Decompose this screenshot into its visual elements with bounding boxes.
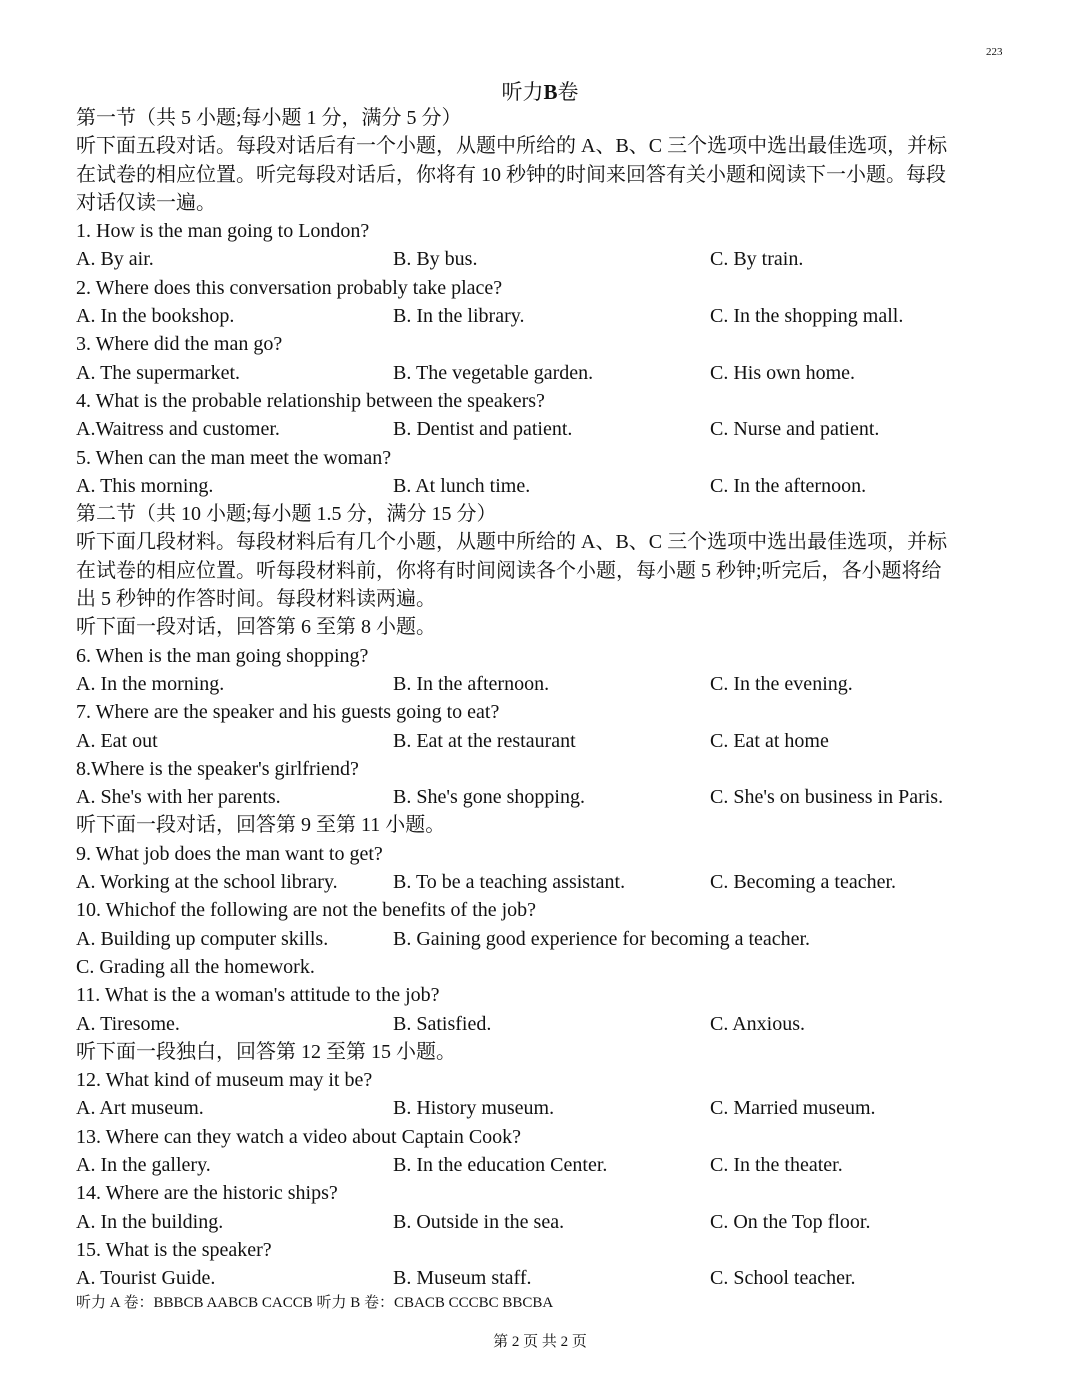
question-stem: 1. How is the man going to London?	[76, 220, 370, 243]
title-bold: B	[543, 80, 558, 104]
question-stem: 12. What kind of museum may it be?	[76, 1069, 373, 1092]
question-stem: 11. What is the a woman's attitude to the job?	[76, 984, 440, 1007]
option-c: C. By train.	[710, 248, 804, 271]
option-b: B. Dentist and patient.	[393, 418, 573, 441]
answer-key: 听力 A 卷：BBBCB AABCB CACCB 听力 B 卷：CBACB CCCBC BBCBA	[76, 1295, 554, 1311]
group-intro: 听下面一段对话，回答第 9 至第 11 小题。	[76, 814, 446, 837]
option-a: A. In the gallery.	[76, 1153, 211, 1176]
option-b: B. Eat at the restaurant	[393, 729, 576, 752]
option-b: B. The vegetable garden.	[393, 361, 594, 384]
option-a: A. This morning.	[76, 474, 214, 497]
option-c: C. Nurse and patient.	[710, 418, 880, 441]
question-stem: 4. What is the probable relationship between the speakers?	[76, 389, 545, 412]
option-c: C. Eat at home	[710, 729, 829, 752]
option-a: A. In the bookshop.	[76, 305, 235, 328]
option-a: A. Tourist Guide.	[76, 1267, 216, 1290]
option-a: A. The supermarket.	[76, 361, 241, 384]
section-instructions: 听下面五段对话。每段对话后有一个小题，从题中所给的 A、B、C 三个选项中选出最佳选项，并标	[76, 135, 948, 158]
question-stem: 6. When is the man going shopping?	[76, 644, 369, 667]
option-a: A. Building up computer skills.	[76, 927, 329, 950]
group-intro: 听下面一段独白，回答第 12 至第 15 小题。	[76, 1040, 456, 1063]
option-c: C. She's on business in Paris.	[710, 786, 944, 809]
option-row	[76, 359, 1006, 387]
option-c: C. Anxious.	[710, 1012, 806, 1035]
option-b: B. Satisfied.	[393, 1012, 492, 1035]
option-c: C. In the evening.	[710, 672, 853, 695]
question-stem: 3. Where did the man go?	[76, 333, 283, 356]
option-c: C. His own home.	[710, 361, 855, 384]
option-b: B. In the education Center.	[393, 1153, 608, 1176]
option-b: B. History museum.	[393, 1097, 555, 1120]
section-instructions: 听下面几段材料。每段材料后有几个小题，从题中所给的 A、B、C 三个选项中选出最佳选项，并标	[76, 531, 948, 554]
option-b: B. Outside in the sea.	[393, 1210, 565, 1233]
option-b: B. By bus.	[393, 248, 478, 271]
option-row	[76, 925, 1006, 953]
option-b: B. In the afternoon.	[393, 672, 550, 695]
option-row	[76, 415, 1006, 443]
option-a: A. Art museum.	[76, 1097, 204, 1120]
section-header: 第一节（共 5 小题;每小题 1 分，满分 5 分）	[76, 107, 462, 129]
option-b: B. At lunch time.	[393, 474, 531, 497]
option-c: C. Married museum.	[710, 1097, 876, 1120]
option-row	[76, 472, 1006, 500]
option-a: A. She's with her parents.	[76, 786, 281, 809]
option-a: A. By air.	[76, 248, 154, 271]
option-b: B. To be a teaching assistant.	[393, 871, 626, 894]
option-row	[76, 245, 1006, 273]
title-suffix: 卷	[557, 80, 579, 104]
option-row	[76, 1264, 1006, 1292]
option-row	[76, 868, 1006, 896]
option-c: C. On the Top floor.	[710, 1210, 871, 1233]
question-stem: 13. Where can they watch a video about Captain Cook?	[76, 1125, 522, 1148]
option-b: B. She's gone shopping.	[393, 786, 585, 809]
option-row	[76, 1010, 1006, 1038]
option-row	[76, 1208, 1006, 1236]
question-stem: 9. What job does the man want to get?	[76, 842, 383, 865]
option-c: C. In the afternoon.	[710, 474, 867, 497]
option-b: B. Gaining good experience for becoming a teacher.	[393, 927, 811, 950]
option-b: B. In the library.	[393, 305, 525, 328]
group-intro: 听下面一段对话，回答第 6 至第 8 小题。	[76, 616, 436, 639]
option-a: A.Waitress and customer.	[76, 418, 280, 441]
section-instructions: 在试卷的相应位置。听每段材料前，你将有时间阅读各个小题，每小题 5 秒钟;听完后，各小题将给	[76, 559, 942, 582]
section-instructions: 对话仅读一遍。	[76, 191, 216, 214]
option-a: A. In the building.	[76, 1210, 224, 1233]
option-a: A. Eat out	[76, 729, 158, 752]
section-header: 第二节（共 10 小题;每小题 1.5 分，满分 15 分）	[76, 503, 497, 526]
option-b: B. Museum staff.	[393, 1267, 532, 1290]
page-number: 223	[986, 46, 1003, 58]
question-stem: 14. Where are the historic ships?	[76, 1182, 338, 1205]
section-instructions: 在试卷的相应位置。听完每段对话后，你将有 10 秒钟的时间来回答有关小题和阅读下一小题。每段	[76, 163, 946, 186]
question-stem: 10. Whichof the following are not the benefits of the job?	[76, 899, 537, 922]
option-row	[76, 727, 1006, 755]
option-c: C. School teacher.	[710, 1267, 856, 1290]
question-stem: 7. Where are the speaker and his guests going to eat?	[76, 701, 500, 724]
option-c: C. Grading all the homework.	[76, 955, 315, 978]
section-instructions: 出 5 秒钟的作答时间。每段材料读两遍。	[76, 588, 436, 611]
option-c: C. In the theater.	[710, 1153, 843, 1176]
option-a: A. Tiresome.	[76, 1012, 180, 1035]
option-c: C. In the shopping mall.	[710, 305, 904, 328]
option-row	[76, 670, 1006, 698]
option-row	[76, 1094, 1006, 1122]
page-footer: 第 2 页 共 2 页	[493, 1334, 587, 1350]
option-a: A. In the morning.	[76, 672, 225, 695]
option-row	[76, 302, 1006, 330]
option-row	[76, 1151, 1006, 1179]
question-stem: 15. What is the speaker?	[76, 1238, 272, 1261]
question-stem: 2. Where does this conversation probably take place?	[76, 276, 503, 299]
option-row	[76, 783, 1006, 811]
exam-content	[76, 104, 1006, 1292]
page-title	[0, 76, 1080, 106]
title-prefix: 听力	[501, 80, 544, 104]
question-stem: 5. When can the man meet the woman?	[76, 446, 392, 469]
option-c: C. Becoming a teacher.	[710, 871, 897, 894]
question-stem: 8.Where is the speaker's girlfriend?	[76, 757, 359, 780]
option-a: A. Working at the school library.	[76, 871, 338, 894]
